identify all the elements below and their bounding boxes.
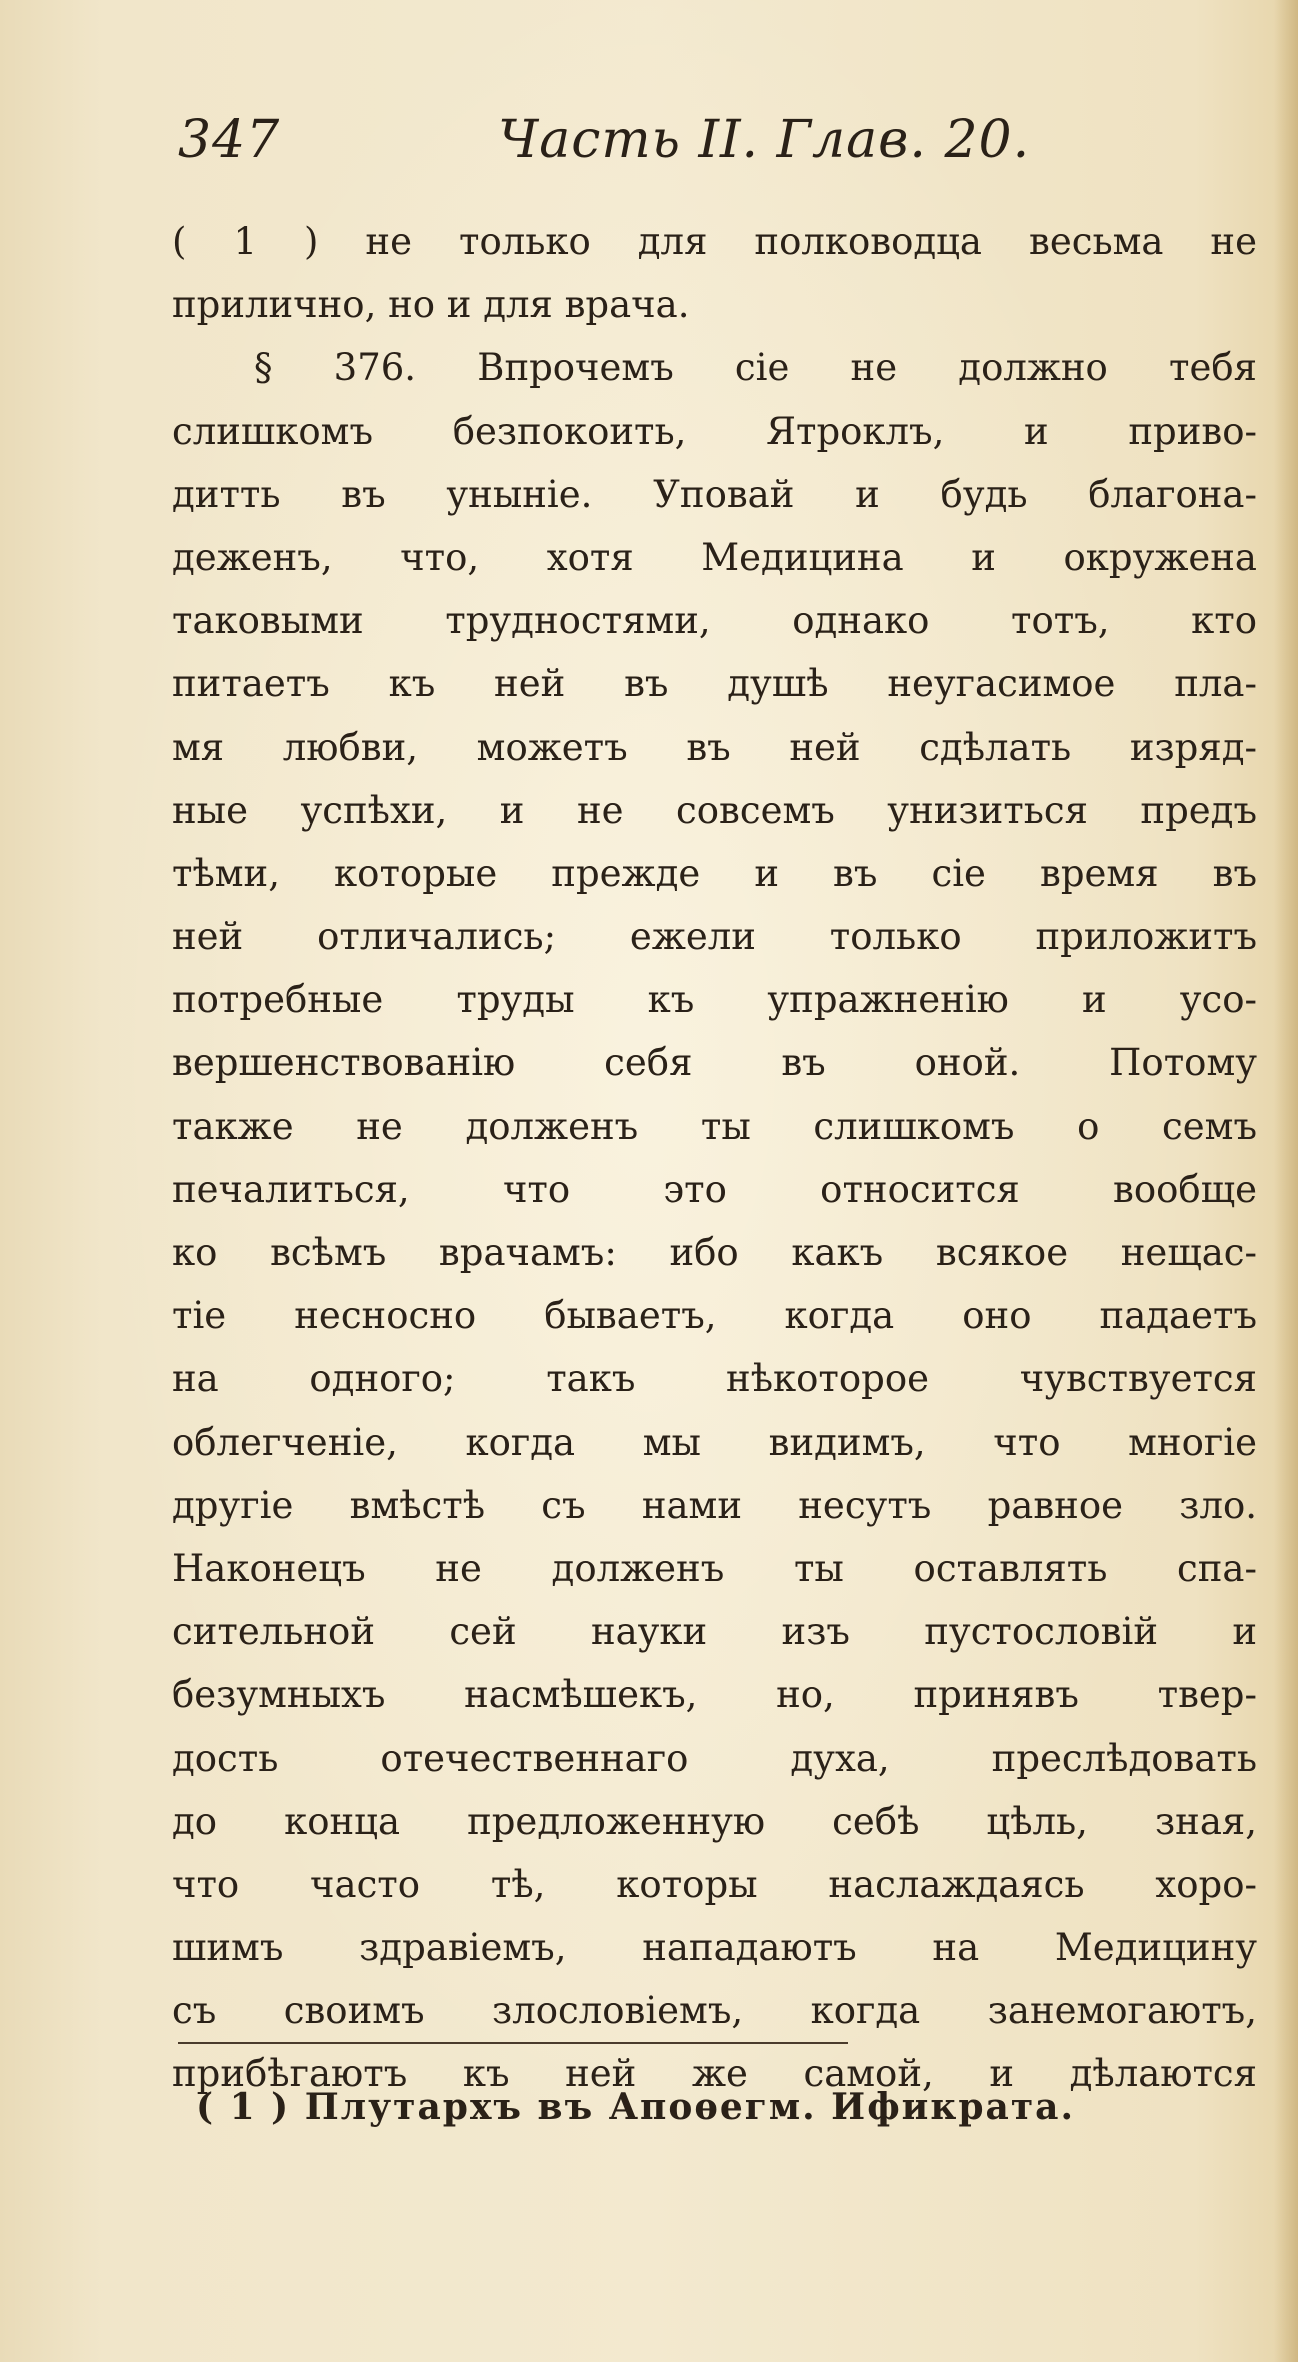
text-line: Наконецъ не долженъ ты оставлять спа- [172,1546,1257,1590]
text-line: другіе вмѣстѣ съ нами несутъ равное зло. [172,1483,1257,1527]
text-line: § 376. Впрочемъ сіе не должно тебя [254,346,1257,390]
text-line: облегченіе, когда мы видимъ, что многіе [172,1420,1257,1464]
text-line: таковыми трудностями, однако тотъ, кто [172,599,1257,643]
body-text [172,210,1257,2106]
text-line: прибѣгаютъ къ ней же самой, и дѣлаются [172,2052,1257,2096]
text-line: прилично, но и для врача. [172,283,690,327]
footnote: ( 1 ) Плутархъ въ Апоѳегм. Ификрата. [196,2086,1076,2128]
footnote-rule [178,2042,848,2044]
text-line: также не долженъ ты слишкомъ о семъ [172,1104,1257,1148]
text-line: вершенствованію себя въ оной. Потому [172,1041,1257,1085]
text-line: слишкомъ безпокоить, Ятроклъ, и приво- [172,409,1257,453]
text-line: шимъ здравіемъ, нападаютъ на Медицину [172,1926,1257,1970]
page-edge-shadow [1274,0,1298,2362]
text-line: до конца предложенную себѣ цѣль, зная, [172,1799,1257,1843]
text-line: питаетъ къ ней въ душѣ неугасимое пла- [172,662,1257,706]
text-line: сительной сей науки изъ пустословій и [172,1610,1257,1654]
text-line: тѣми, которые прежде и въ сіе время въ [172,851,1257,895]
text-line: съ своимъ злословіемъ, когда занемогаютъ, [172,1989,1257,2033]
text-line: печалиться, что это относится вообще [172,1167,1257,1211]
text-line: потребные труды къ упражненію и усо- [172,978,1257,1022]
text-line: что часто тѣ, которы наслаждаясь хоро- [172,1862,1257,1906]
text-line: ней отличались; ежели только приложитъ [172,915,1257,959]
running-head: Часть II. Глав. 20. [498,110,1031,170]
text-line: деженъ, что, хотя Медицина и окружена [172,535,1257,579]
text-line: тіе несносно бываетъ, когда оно падаетъ [172,1294,1257,1338]
text-line: ко всѣмъ врачамъ: ибо какъ всякое нещас- [172,1231,1257,1274]
text-line: безумныхъ насмѣшекъ, но, принявъ твер- [172,1673,1257,1717]
text-line: ные успѣхи, и не совсемъ унизиться предъ [172,788,1257,832]
page-header [178,110,1248,190]
text-line: на одного; такъ нѣкоторое чувствуется [172,1357,1257,1401]
text-line: дость отечественнаго духа, преслѣдовать [172,1736,1257,1780]
text-line: дитть въ уныніе. Уповай и будь благона- [172,472,1257,516]
text-line: мя любви, можетъ въ ней сдѣлать изряд- [172,725,1257,769]
page-number: 347 [178,110,281,170]
text-line: ( 1 ) не только для полководца весьма не [172,220,1257,263]
